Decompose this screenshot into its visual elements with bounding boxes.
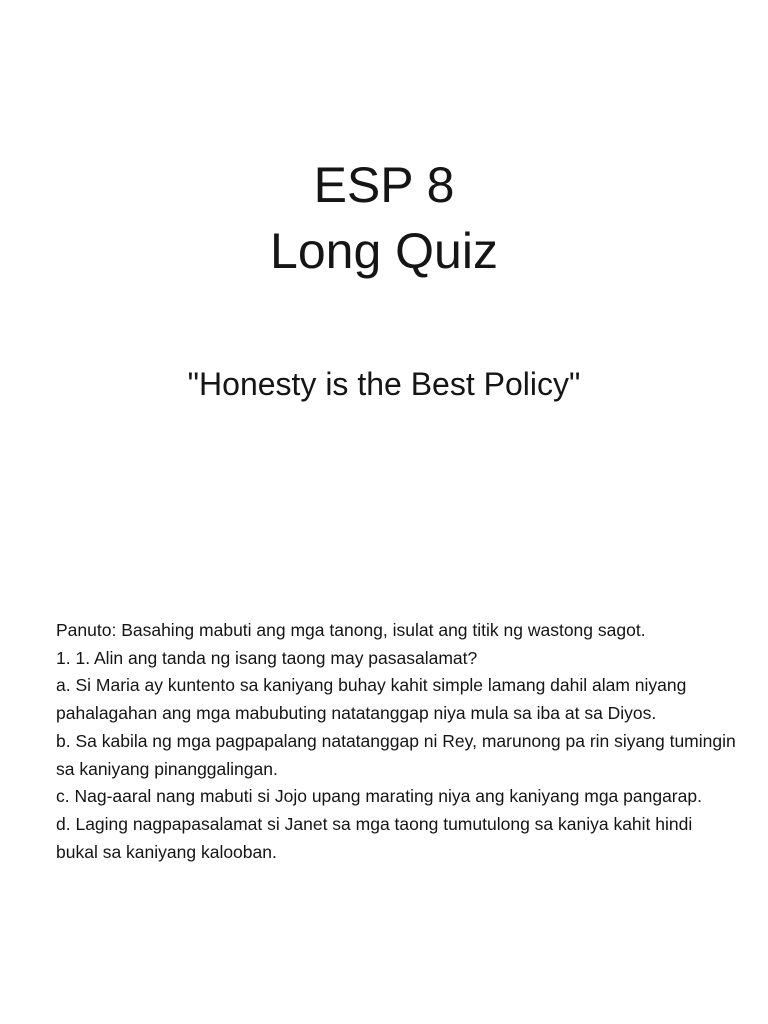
choice-c: c. Nag-aaral nang mabuti si Jojo upang marating niya ang kaniyang mga pangarap. (56, 786, 702, 807)
choice-a: a. Si Maria ay kuntento sa kaniyang buhay kahit simple lamang dahil alam niyang pahalagahan ang mga mabubuting natatanggap niya mula sa iba at sa Diyos. (56, 675, 687, 724)
title-line-subject: ESP 8 (313, 157, 455, 213)
page-title (0, 152, 768, 284)
quiz-question: 1. 1. Alin ang tanda ng isang taong may pasasalamat? (56, 647, 478, 668)
quiz-body (56, 617, 736, 866)
choice-b: b. Sa kabila ng mga pagpapalang natatanggap ni Rey, marunong pa rin siyang tumingin sa kaniyang pinanggalingan. (56, 730, 736, 779)
title-line-quiz: Long Quiz (270, 223, 498, 279)
quiz-instructions: Panuto: Basahing mabuti ang mga tanong, isulat ang titik ng wastong sagot. (56, 620, 646, 640)
page-subtitle: "Honesty is the Best Policy" (187, 366, 581, 402)
choice-d: d. Laging nagpapasalamat si Janet sa mga taong tumutulong sa kaniya kahit hindi bukal sa kaniyang kalooban. (56, 813, 693, 862)
